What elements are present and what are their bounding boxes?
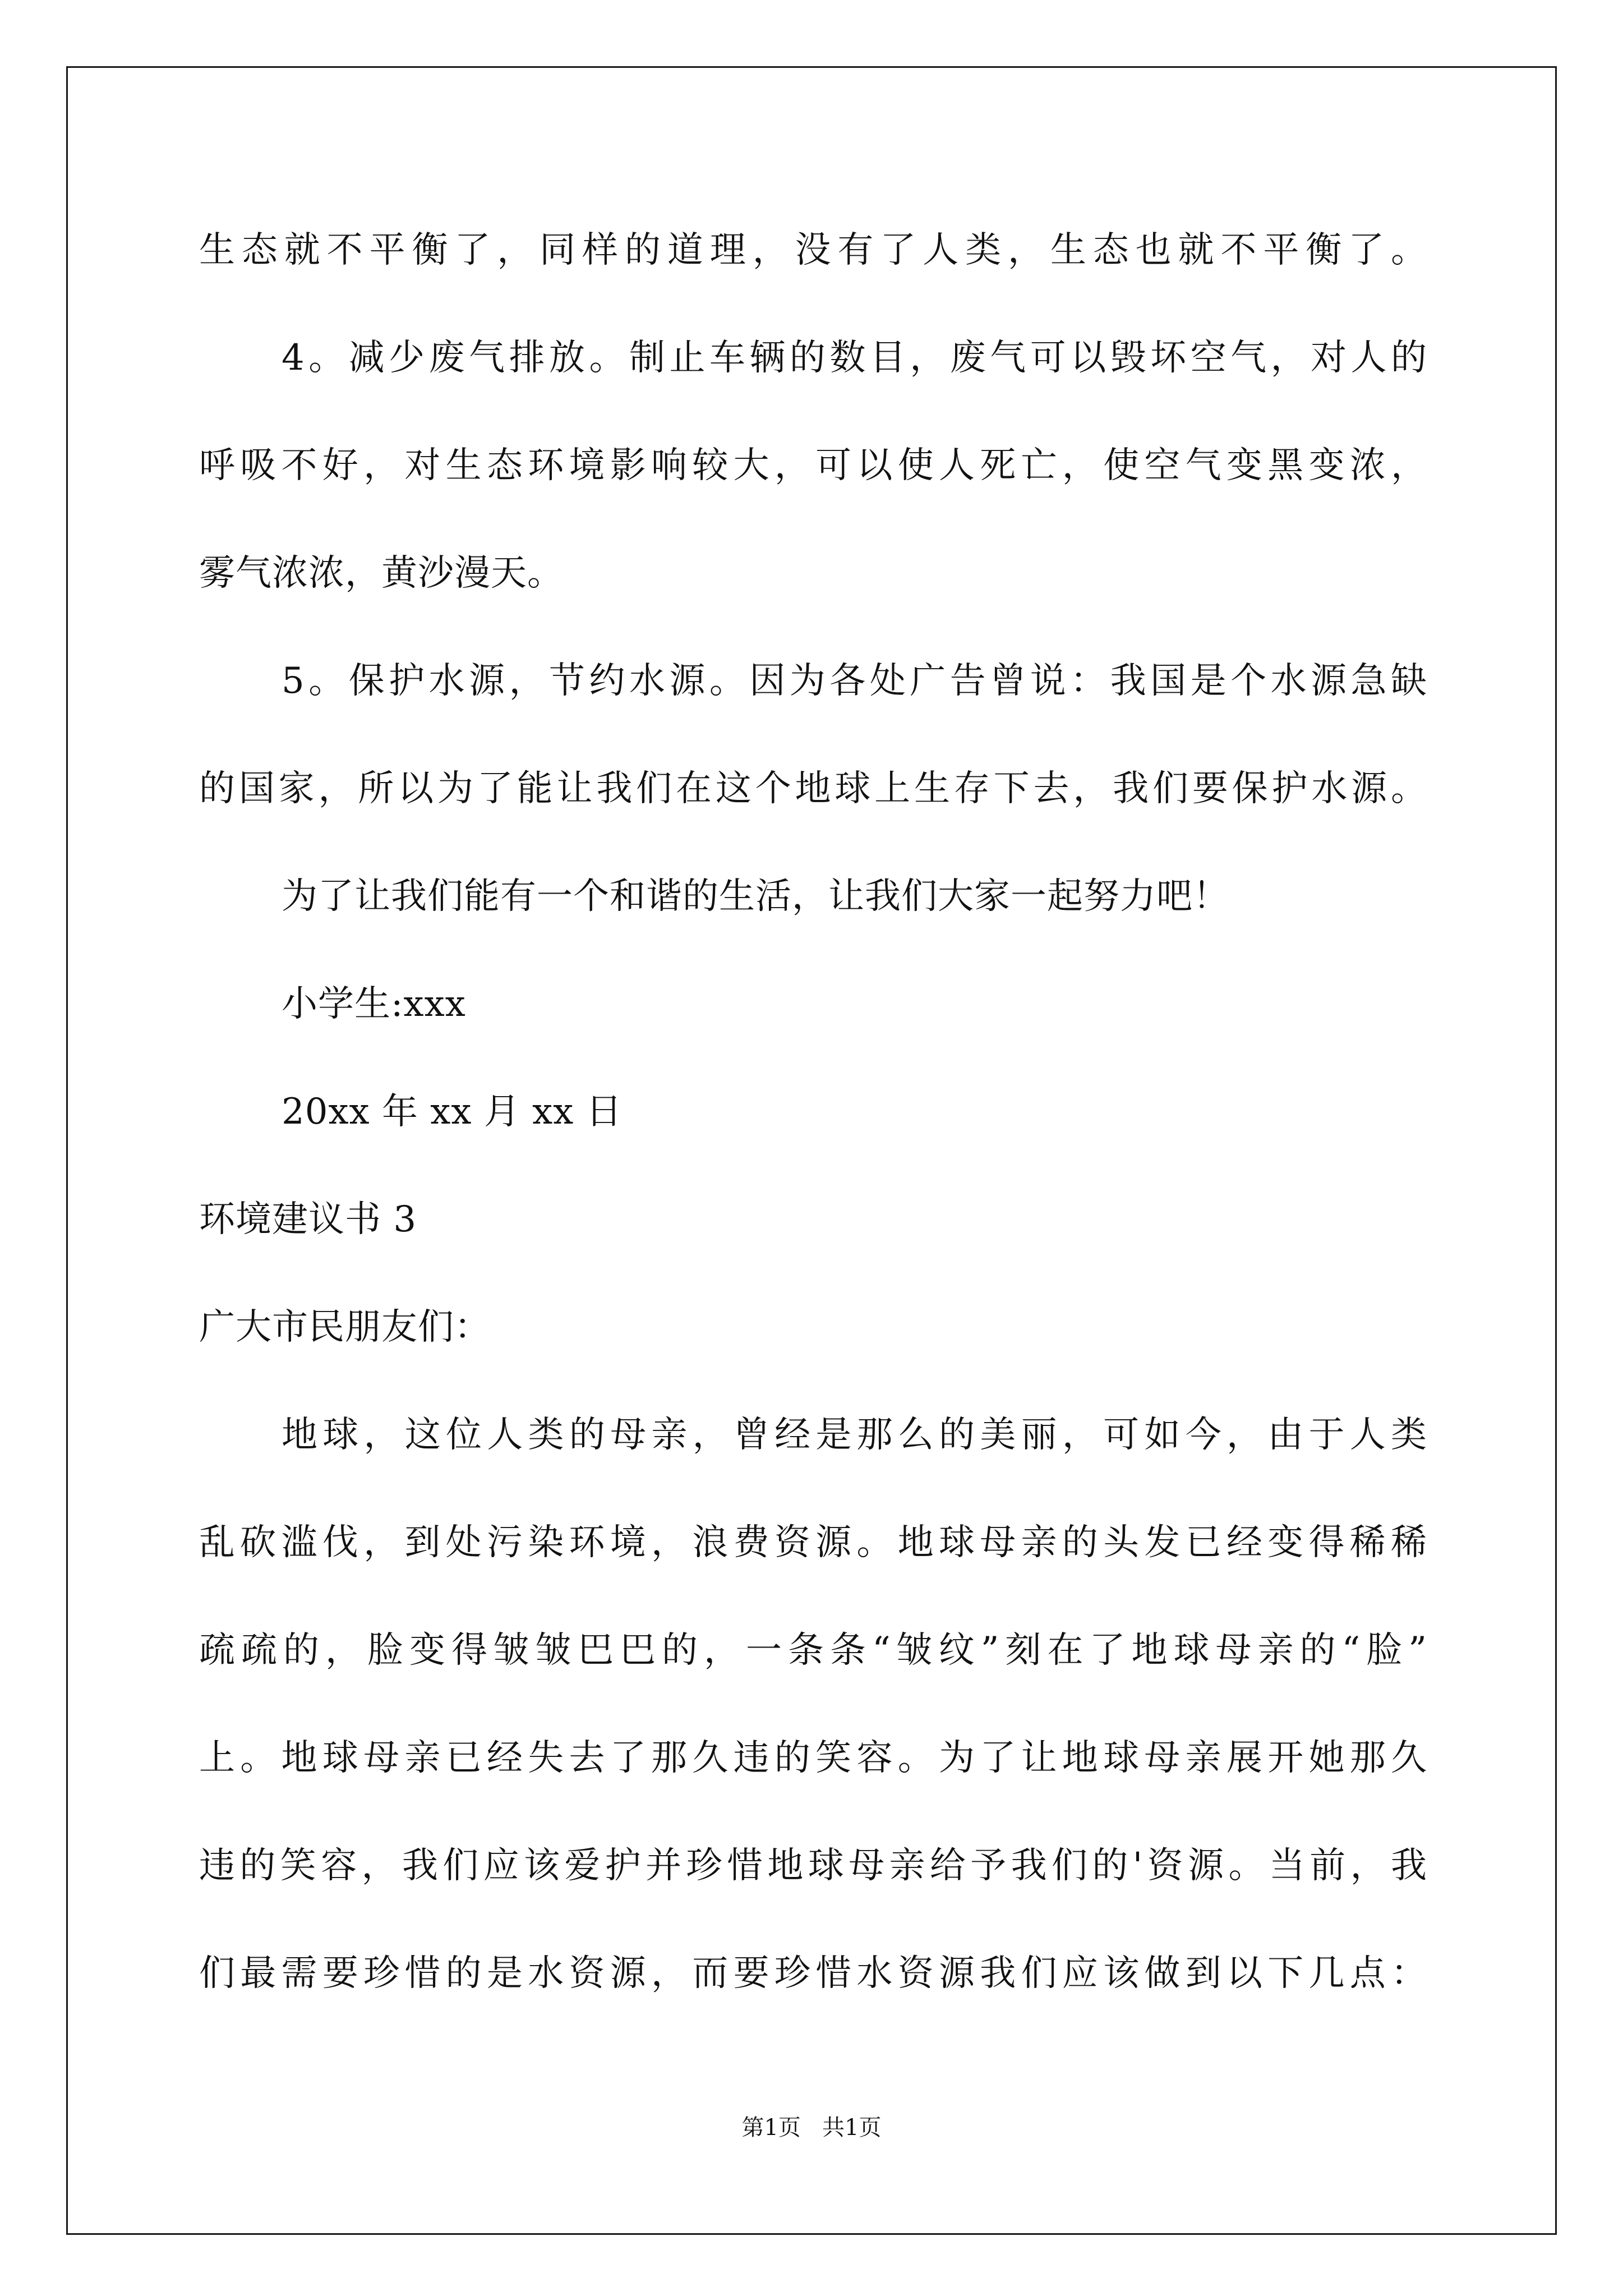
page-footer: 第1页 共1页 <box>741 2115 882 2141</box>
paragraph-line: 的国家，所以为了能让我们在这个地球上生存下去，我们要保护水源。 <box>199 768 1427 809</box>
paragraph-line: 4。减少废气排放。制止车辆的数目，废气可以毁坏空气，对人的 <box>282 337 1427 379</box>
section-title: 环境建议书 3 <box>199 1199 417 1240</box>
paragraph-line: 呼吸不好，对生态环境影响较大，可以使人死亡，使空气变黑变浓， <box>199 445 1427 486</box>
paragraph-line: 雾气浓浓，黄沙漫天。 <box>199 553 564 594</box>
page-border <box>66 66 1557 2235</box>
paragraph-line: 为了让我们能有一个和谐的生活，让我们大家一起努力吧！ <box>282 876 1229 917</box>
signature-line: 小学生:xxx <box>282 983 466 1025</box>
paragraph-line: 疏疏的，脸变得皱皱巴巴的，一条条“皱纹”刻在了地球母亲的“脸” <box>199 1630 1427 1671</box>
date-line: 20xx 年 xx 月 xx 日 <box>282 1091 623 1133</box>
paragraph-line: 生态就不平衡了，同样的道理，没有了人类，生态也就不平衡了。 <box>199 229 1427 271</box>
salutation: 广大市民朋友们： <box>199 1306 491 1348</box>
paragraph-line: 们最需要珍惜的是水资源，而要珍惜水资源我们应该做到以下几点： <box>199 1953 1427 1994</box>
paragraph-line: 违的笑容，我们应该爱护并珍惜地球母亲给予我们的'资源。当前，我 <box>199 1845 1427 1887</box>
paragraph-line: 5。保护水源，节约水源。因为各处广告曾说：我国是个水源急缺 <box>282 660 1427 702</box>
paragraph-line: 乱砍滥伐，到处污染环境，浪费资源。地球母亲的头发已经变得稀稀 <box>199 1522 1427 1563</box>
paragraph-line: 地球，这位人类的母亲，曾经是那么的美丽，可如今，由于人类 <box>282 1414 1427 1456</box>
paragraph-line: 上。地球母亲已经失去了那久违的笑容。为了让地球母亲展开她那久 <box>199 1737 1427 1779</box>
